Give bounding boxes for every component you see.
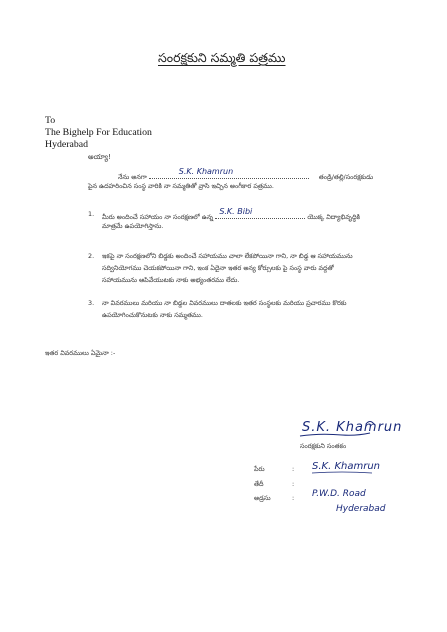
- name-colon: :: [292, 465, 295, 473]
- item-3-num: 3.: [88, 299, 95, 307]
- signature-label: సంరక్షకుని సంతకం: [300, 442, 347, 450]
- item-1-line-2: మాత్రమే ఉపయోగిస్తాను.: [102, 222, 164, 230]
- salutation: అయ్యా!: [88, 153, 111, 161]
- item-2-line-2: సద్వినియోగము చెయకపోయినా గాని, ఇంక ఏదైనా ఇతర అన్య కోర్సులకు పై సంస్థ వారు వద్దతో: [102, 264, 334, 272]
- item-1-num: 1.: [88, 210, 95, 218]
- intro-post: తండ్రి/తల్లి/సంరక్షకుడు: [318, 173, 374, 181]
- item-2-line-1: ఇకపై నా సంరక్షణలోని బిడ్డకు అందించే సహాయము చాలా లేకపోయినా గాని, నా బిడ్డ ఆ సహాయమును: [102, 252, 353, 260]
- address-colon: :: [292, 494, 295, 502]
- address-city: Hyderabad: [45, 139, 88, 150]
- item-1-pre: మీరు అందించే సహాయం నా సంరక్షణలో ఉన్న: [102, 213, 214, 221]
- name-underline: [312, 472, 372, 473]
- other-details-label: ఇతర వివరములు ఏమైనా :-: [45, 349, 116, 357]
- address-org: The Bighelp For Education: [45, 127, 152, 138]
- ward-name-fill: S.K. Bibi: [219, 207, 253, 216]
- item-2-line-3: సహాయమును ఆపివేయుటకు నాకు అభ్యంతరము లేదు.: [102, 276, 240, 284]
- address-value-2: Hyderabad: [336, 504, 386, 514]
- signature-underline: [300, 433, 370, 436]
- date-label: తేదీ: [254, 480, 264, 488]
- address-value-1: P.W.D. Road: [312, 489, 366, 499]
- item-3-line-2: ఉపయోగించుకొనుటకు నాకు సమ్మతము.: [102, 311, 203, 319]
- date-colon: :: [292, 480, 295, 488]
- intro-line-2: పైన ఉదహరించిన సంస్థ వారికి నా సమ్మతితో వ్రాసి ఇచ్చిన అంగీకార పత్రము.: [88, 182, 274, 190]
- signature-flourish: [366, 422, 374, 425]
- name-value: S.K. Khamrun: [312, 461, 380, 472]
- item-1-post: యొక్క విద్యాభివృద్ధికి: [307, 213, 360, 221]
- address-label: అడ్రసు: [254, 494, 271, 502]
- item-3-line-1: నా వివరములు మరియు నా బిడ్డల వివరములు దాతలకు ఇతర సంస్థలకు మరియు ప్రచారము కొరకు: [102, 299, 347, 307]
- intro-name-fill: S.K. Khamrun: [178, 167, 234, 176]
- item-2-num: 2.: [88, 252, 95, 260]
- name-label: పేరు: [254, 465, 265, 473]
- page-title: సంరక్షకుని సమ్మతి పత్రము: [158, 50, 286, 65]
- intro-pre: నేను అనగా: [118, 173, 147, 181]
- signature-handwritten: S.K. Khamrun: [302, 420, 403, 435]
- address-to: To: [45, 115, 56, 126]
